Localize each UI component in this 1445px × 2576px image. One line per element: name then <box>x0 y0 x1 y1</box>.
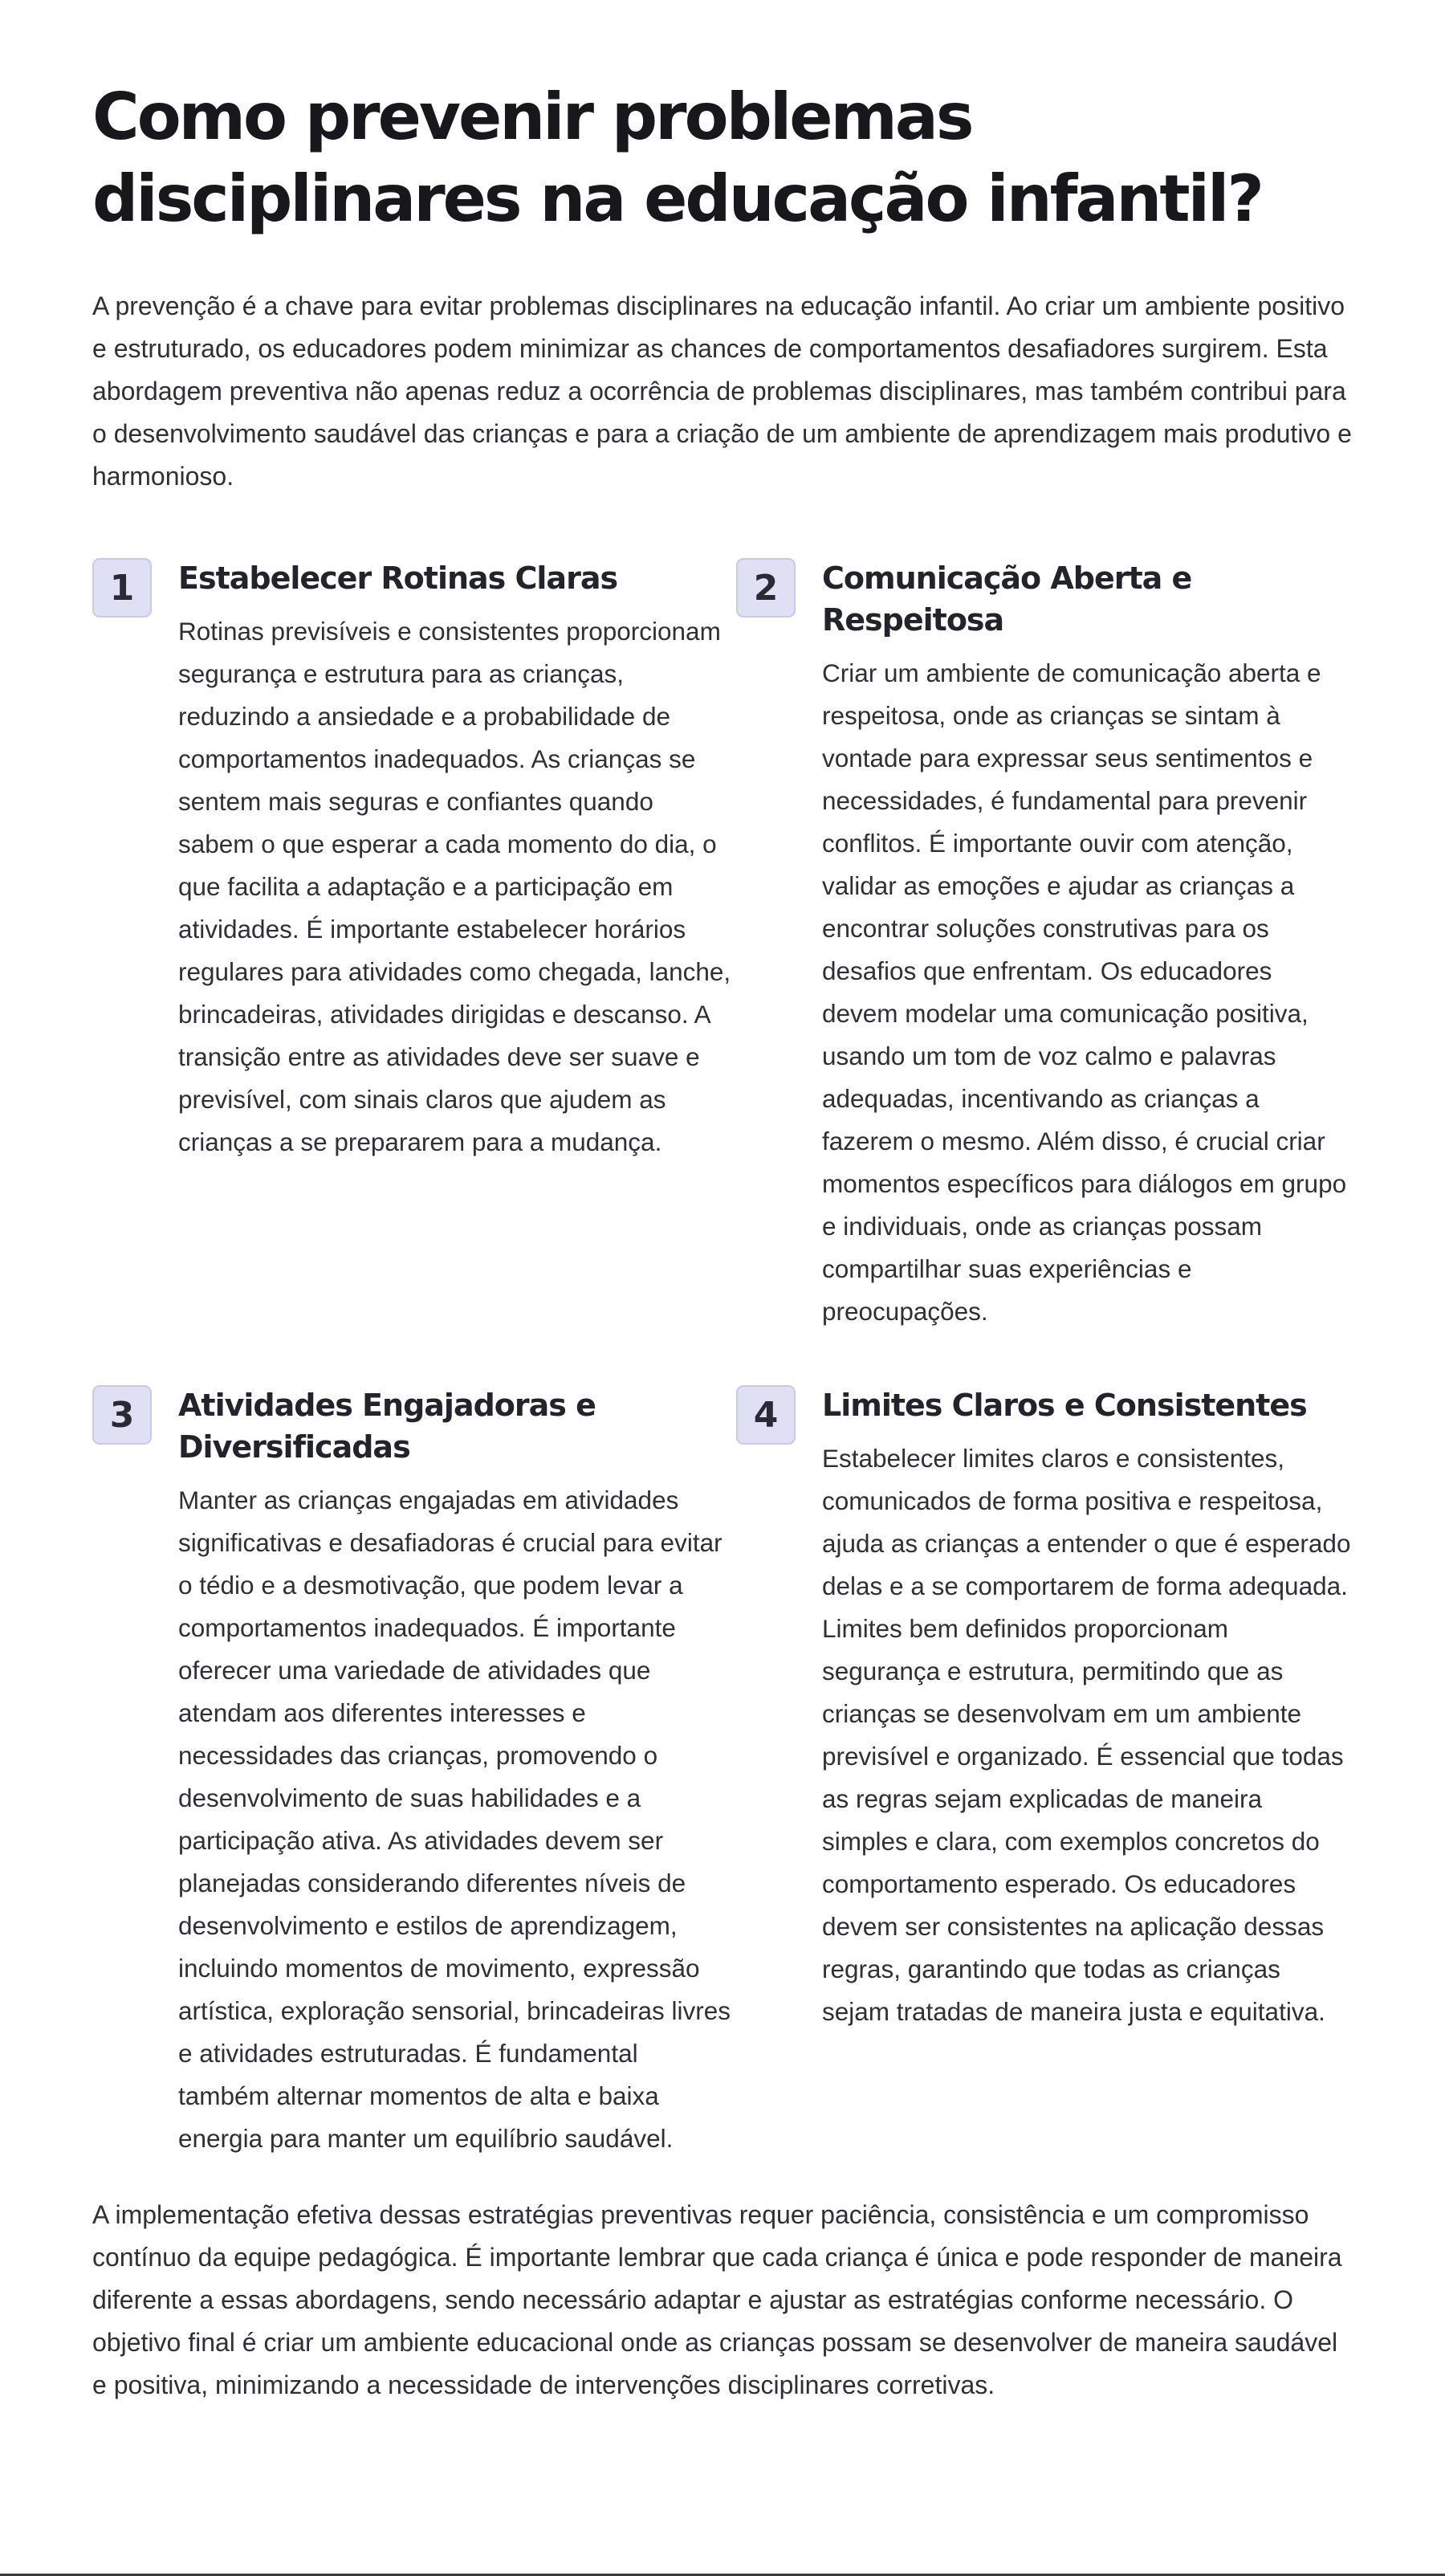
step-number-badge: 2 <box>736 558 796 618</box>
step-body <box>822 557 1352 1333</box>
step-text: Criar um ambiente de comunicação aberta e respeitosa, onde as crianças se sintam à vontade para expressar seus sentimentos e necessidades, é fundamental para prevenir conflitos. É importante ouvir com atenção, validar as emoções e ajudar as crianças a encontrar soluções construtivas para os desafios que enfrentam. Os educadores devem modelar uma comunicação positiva, usando um tom de voz calmo e palavras adequadas, incentivando as crianças a fazerem o mesmo. Além disso, é crucial criar momentos específicos para diálogos em grupo e individuais, onde as crianças possam compartilhar suas experiências e preocupações. <box>822 658 1347 1326</box>
article <box>92 76 1353 2407</box>
intro-paragraph: A prevenção é a chave para evitar problemas disciplinares na educação infantil. Ao criar um ambiente positivo e estruturado, os educadores podem minimizar as chances de comportamentos desafiadores surgirem. Esta abordagem preventiva não apenas reduz a ocorrência de problemas disciplinares, mas também contribui para o desenvolvimento saudável das crianças e para a criação de um ambiente de aprendizagem mais produtivo e harmonioso. <box>92 291 1352 491</box>
step-4 <box>736 1384 1354 2160</box>
step-body <box>822 1384 1352 2033</box>
step-title: Comunicação Aberta e Respeitosa <box>822 560 1192 638</box>
step-title: Estabelecer Rotinas Claras <box>178 560 618 596</box>
step-body <box>178 557 732 1164</box>
step-number-badge: 3 <box>92 1385 152 1445</box>
page-title: Como prevenir problemas disciplinares na educação infantil? <box>92 79 1262 236</box>
step-title: Limites Claros e Consistentes <box>822 1388 1307 1423</box>
conclusion-paragraph: A implementação efetiva dessas estratégias preventivas requer paciência, consistência e um compromisso contínuo da equipe pedagógica. É importante lembrar que cada criança é única e pode responder de maneira diferente a essas abordagens, sendo necessário adaptar e ajustar as estratégias conforme necessário. O objetivo final é criar um ambiente educacional onde as crianças possam se desenvolver de maneira saudável e positiva, minimizando a necessidade de intervenções disciplinares corretivas. <box>92 2200 1342 2399</box>
step-text: Rotinas previsíveis e consistentes proporcionam segurança e estrutura para as crianças, reduzindo a ansiedade e a probabilidade de comportamentos inadequados. As crianças se sentem mais seguras e confiantes quando sabem o que esperar a cada momento do dia, o que facilita a adaptação e a participação em atividades. É importante estabelecer horários regulares para atividades como chegada, lanche, brincadeiras, atividades dirigidas e descanso. A transição entre as atividades deve ser suave e previsível, com sinais claros que ajudem as crianças a se prepararem para a mudança. <box>178 617 731 1156</box>
step-3 <box>92 1384 736 2160</box>
step-1 <box>92 557 736 1333</box>
step-body <box>178 1384 732 2160</box>
step-title: Atividades Engajadoras e Diversificadas <box>178 1388 596 1465</box>
step-number-badge: 1 <box>92 558 152 618</box>
steps-grid <box>92 557 1353 2160</box>
step-2 <box>736 557 1354 1333</box>
step-number-badge: 4 <box>736 1385 796 1445</box>
step-text: Estabelecer limites claros e consistentes, comunicados de forma positiva e respeitosa, ajuda as crianças a entender o que é esperado delas e a se comportarem de forma adequada. Limites bem definidos proporcionam segurança e estrutura, permitindo que as crianças se desenvolvam em um ambiente previsível e organizado. É essencial que todas as regras sejam explicadas de maneira simples e clara, com exemplos concretos do comportamento esperado. Os educadores devem ser consistentes na aplicação dessas regras, garantindo que todas as crianças sejam tratadas de maneira justa e equitativa. <box>822 1444 1351 2026</box>
step-text: Manter as crianças engajadas em atividades significativas e desafiadoras é crucial para evitar o tédio e a desmotivação, que podem levar a comportamentos inadequados. É importante oferecer uma variedade de atividades que atendam aos diferentes interesses e necessidades das crianças, promovendo o desenvolvimento de suas habilidades e a participação ativa. As atividades devem ser planejadas considerando diferentes níveis de desenvolvimento e estilos de aprendizagem, incluindo momentos de movimento, expressão artística, exploração sensorial, brincadeiras livres e atividades estruturadas. É fundamental também alternar momentos de alta e baixa energia para manter um equilíbrio saudável. <box>178 1486 731 2153</box>
